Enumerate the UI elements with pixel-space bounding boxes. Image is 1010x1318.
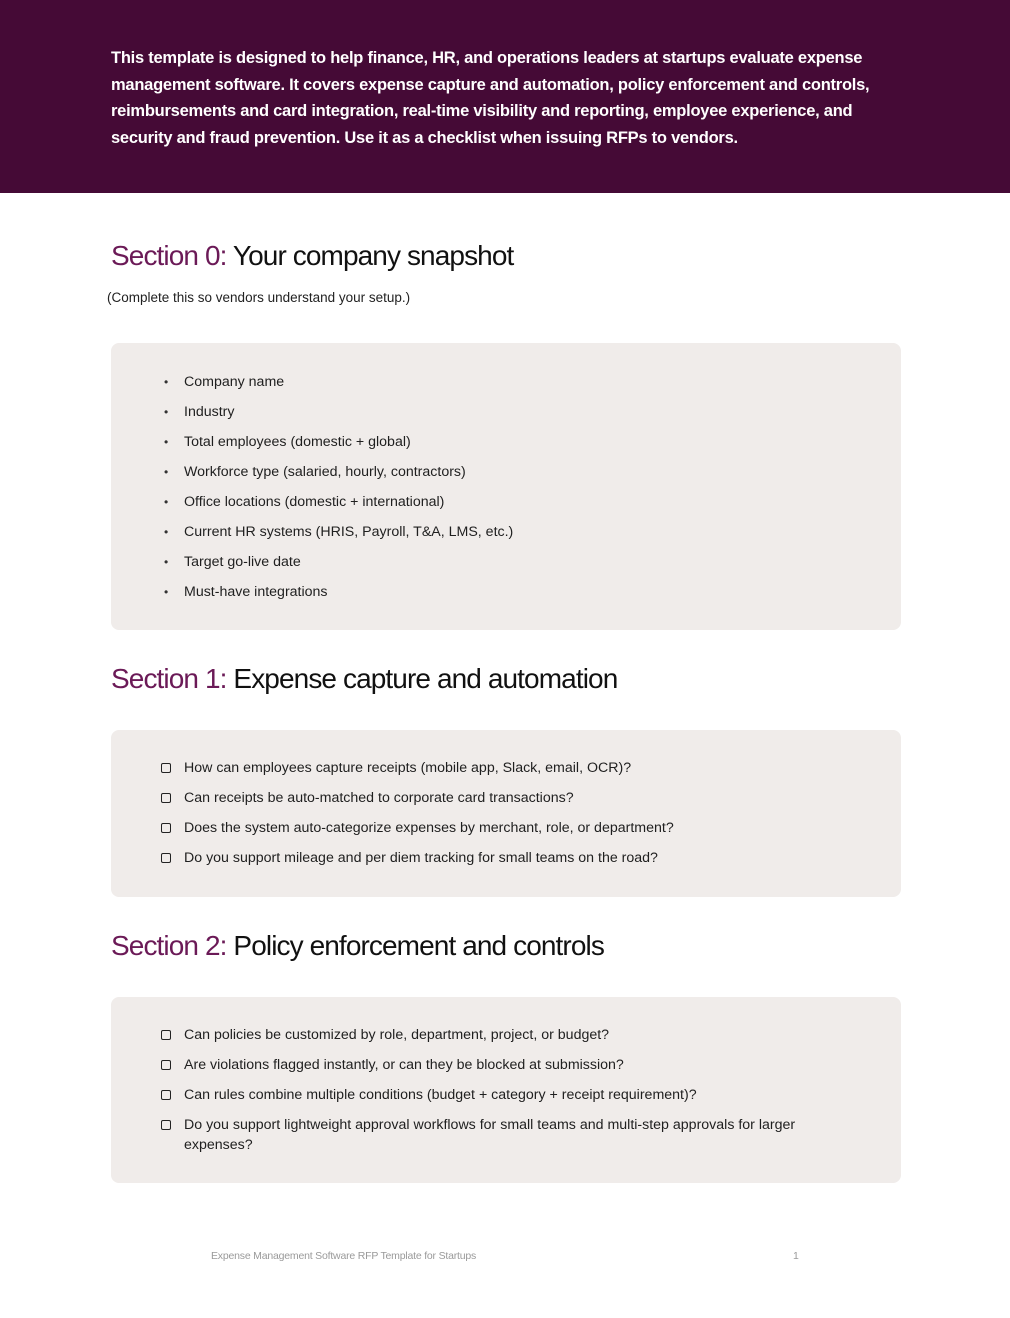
bullet-icon: • — [164, 465, 169, 479]
bullet-icon: • — [164, 555, 169, 569]
list-item: • Total employees (domestic + global) — [164, 434, 411, 450]
checklist-item[interactable]: Can receipts be auto-matched to corporate card transactions? — [161, 788, 821, 808]
intro-banner — [0, 0, 1010, 193]
expense-capture-checklist — [161, 758, 821, 878]
list-item: • Office locations (domestic + international) — [164, 494, 445, 510]
policy-enforcement-checklist — [161, 1025, 821, 1165]
checkbox-icon[interactable] — [161, 823, 171, 833]
expense-capture-card — [111, 730, 901, 897]
section-2-title: Policy enforcement and controls — [233, 930, 604, 961]
footer-document-title: Expense Management Software RFP Template for Startups — [211, 1250, 477, 1262]
checklist-item[interactable]: Can rules combine multiple conditions (budget + category + receipt requirement)? — [161, 1085, 821, 1105]
intro-text: This template is designed to help finance, HR, and operations leaders at startups evaluate expense management software. It covers expense capture and automation, policy enforcement and controls, reimbursements and card integration, real-time visibility and reporting, employee experience, and security and fraud prevention. Use it as a checklist when issuing RFPs to vendors. — [111, 49, 870, 148]
list-item: • Company name — [164, 374, 285, 390]
checkbox-icon[interactable] — [161, 1120, 171, 1130]
checklist-item[interactable]: How can employees capture receipts (mobile app, Slack, email, OCR)? — [161, 758, 821, 778]
bullet-icon: • — [164, 495, 169, 509]
checkbox-icon[interactable] — [161, 1030, 171, 1040]
company-snapshot-card — [111, 343, 901, 630]
section-2-heading — [111, 930, 604, 962]
list-item: • Must-have integrations — [164, 584, 328, 600]
section-0-subtitle: (Complete this so vendors understand your setup.) — [107, 290, 411, 305]
list-item: • Current HR systems (HRIS, Payroll, T&A, LMS, etc.) — [164, 524, 514, 540]
checklist-item[interactable]: Can policies be customized by role, department, project, or budget? — [161, 1025, 821, 1045]
policy-enforcement-card — [111, 997, 901, 1183]
checkbox-icon[interactable] — [161, 1090, 171, 1100]
section-0-prefix: Section 0: — [111, 240, 227, 271]
section-1-heading — [111, 663, 617, 695]
company-snapshot-list — [161, 372, 821, 612]
section-1-prefix: Section 1: — [111, 663, 227, 694]
footer-page-number: 1 — [793, 1250, 799, 1262]
list-item: • Workforce type (salaried, hourly, contractors) — [164, 464, 466, 480]
bullet-icon: • — [164, 375, 169, 389]
checklist-item[interactable]: Are violations flagged instantly, or can they be blocked at submission? — [161, 1055, 821, 1075]
checklist-item[interactable]: Does the system auto-categorize expenses by merchant, role, or department? — [161, 818, 821, 838]
checkbox-icon[interactable] — [161, 763, 171, 773]
section-0-title: Your company snapshot — [232, 240, 514, 271]
list-item: • Target go-live date — [164, 554, 301, 570]
section-0-heading — [111, 240, 513, 272]
checkbox-icon[interactable] — [161, 853, 171, 863]
section-1-title: Expense capture and automation — [233, 663, 618, 694]
checklist-item[interactable]: Do you support lightweight approval workflows for small teams and multi-step approvals for larger expenses? — [161, 1115, 821, 1155]
bullet-icon: • — [164, 405, 169, 419]
bullet-icon: • — [164, 585, 169, 599]
section-2-prefix: Section 2: — [111, 930, 227, 961]
checklist-item[interactable]: Do you support mileage and per diem tracking for small teams on the road? — [161, 848, 821, 868]
bullet-icon: • — [164, 525, 169, 539]
bullet-icon: • — [164, 435, 169, 449]
checkbox-icon[interactable] — [161, 793, 171, 803]
list-item: • Industry — [164, 404, 235, 420]
checkbox-icon[interactable] — [161, 1060, 171, 1070]
